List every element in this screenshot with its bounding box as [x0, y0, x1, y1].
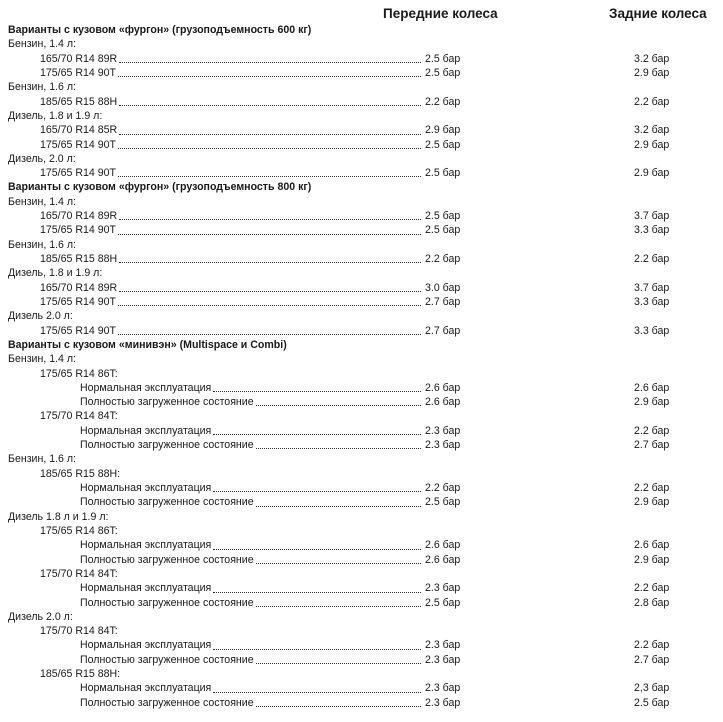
dot-leader: [254, 553, 423, 567]
rear-pressure: 2.6 бар: [634, 539, 670, 552]
front-pressure: 3.0 бар: [425, 281, 461, 294]
dot-leader: [211, 424, 423, 438]
tyre-size-row: [0, 295, 723, 309]
load-condition-row: [0, 381, 723, 395]
front-wheels-header: Передние колеса: [383, 6, 498, 21]
rear-pressure: 3.2 бар: [634, 52, 670, 65]
rear-pressure: 2,3 бар: [634, 682, 670, 695]
row-label: Бензин, 1.6 л:: [8, 238, 77, 251]
rear-pressure: 3.3 бар: [634, 295, 670, 308]
rear-pressure: 2.2 бар: [634, 639, 670, 652]
load-condition-row: [0, 495, 723, 509]
tyre-size-label: [0, 667, 723, 681]
row-label: 185/65 R15 88H: [40, 253, 118, 265]
tyre-size-row: [0, 324, 723, 338]
rear-pressure: 2.5 бар: [634, 696, 670, 709]
engine-group-label: [0, 195, 723, 209]
dot-leader: [116, 223, 423, 237]
row-label: 175/65 R14 90T: [40, 224, 116, 237]
load-condition-row: [0, 538, 723, 552]
row-label: Варианты с кузовом «фургон» (грузоподъемность 800 кг): [8, 181, 312, 194]
dot-leader: [117, 52, 423, 66]
front-pressure: 2.6 бар: [425, 381, 461, 394]
rear-pressure: 2.7 бар: [634, 439, 670, 452]
tyre-pressure-table: [0, 23, 723, 710]
engine-group-label: [0, 109, 723, 123]
front-pressure: 2.3 бар: [425, 439, 461, 452]
engine-group-label: [0, 266, 723, 280]
engine-group-label: [0, 452, 723, 466]
row-label: 175/65 R14 90T: [40, 295, 116, 308]
rear-pressure: 2.9 бар: [634, 553, 670, 566]
row-label: 175/65 R14 90T: [40, 167, 116, 180]
front-pressure: 2.6 бар: [425, 553, 461, 566]
row-label: 175/65 R14 86T:: [40, 524, 118, 537]
row-label: Нормальная эксплуатация: [80, 381, 212, 394]
row-label: 175/70 R14 84T:: [40, 625, 118, 638]
load-condition-row: [0, 481, 723, 495]
load-condition-row: [0, 395, 723, 409]
engine-group-label: [0, 238, 723, 252]
rear-pressure: 2.9 бар: [634, 396, 670, 409]
row-label: Полностью загруженное состояние: [80, 596, 254, 609]
front-pressure: 2.3 бар: [425, 653, 461, 666]
tyre-size-row: [0, 166, 723, 180]
load-condition-row: [0, 553, 723, 567]
row-label: Дизель 1.8 л и 1.9 л:: [8, 510, 109, 523]
engine-group-label: [0, 510, 723, 524]
row-label: 165/70 R14 85R: [40, 124, 118, 137]
row-label: 175/70 R14 84T:: [40, 567, 118, 580]
row-label: Нормальная эксплуатация: [80, 582, 212, 595]
row-label: Дизель 2.0 л:: [8, 610, 73, 623]
front-pressure: 2.3 бар: [425, 696, 461, 709]
front-pressure: 2.5 бар: [425, 138, 461, 151]
front-pressure: 2.2 бар: [425, 482, 461, 494]
rear-pressure: 3.2 бар: [634, 124, 670, 137]
tyre-size-row: [0, 95, 723, 109]
row-label: Бензин, 1.6 л:: [8, 453, 77, 466]
dot-leader: [116, 166, 423, 180]
row-label: 175/65 R14 90T: [40, 66, 116, 79]
load-condition-row: [0, 653, 723, 667]
row-label: Бензин, 1.4 л:: [8, 38, 77, 51]
front-pressure: 2.5 бар: [425, 596, 461, 609]
row-label: Полностью загруженное состояние: [80, 696, 254, 709]
dot-leader: [211, 581, 423, 595]
load-condition-row: [0, 681, 723, 695]
dot-leader: [211, 681, 423, 695]
engine-group-label: [0, 610, 723, 624]
row-label: Варианты с кузовом «фургон» (грузоподъемность 600 кг): [8, 24, 312, 36]
rear-pressure: 2.2 бар: [634, 253, 670, 265]
row-label: Полностью загруженное состояние: [80, 653, 254, 666]
engine-group-label: [0, 309, 723, 323]
dot-leader: [117, 281, 423, 295]
tyre-size-label: [0, 624, 723, 638]
rear-pressure: 2.6 бар: [634, 381, 670, 394]
load-condition-row: [0, 438, 723, 452]
tyre-size-row: [0, 223, 723, 237]
rear-pressure: 2.2 бар: [634, 482, 670, 494]
load-condition-row: [0, 596, 723, 610]
front-pressure: 2.9 бар: [425, 124, 461, 137]
rear-pressure: 2.7 бар: [634, 653, 670, 666]
engine-group-label: [0, 37, 723, 51]
row-label: 175/70 R14 84T:: [40, 410, 118, 423]
front-pressure: 2.3 бар: [425, 639, 461, 652]
row-label: Полностью загруженное состояние: [80, 439, 254, 452]
rear-pressure: 2.9 бар: [634, 138, 670, 151]
dot-leader: [116, 295, 423, 309]
dot-leader: [117, 95, 423, 109]
front-pressure: 2.5 бар: [425, 496, 461, 509]
row-label: Дизель 2.0 л:: [8, 310, 73, 323]
rear-pressure: 2.9 бар: [634, 167, 670, 180]
dot-leader: [211, 381, 423, 395]
load-condition-row: [0, 424, 723, 438]
row-label: Нормальная эксплуатация: [80, 682, 212, 695]
rear-pressure: 2.9 бар: [634, 66, 670, 79]
row-label: Полностью загруженное состояние: [80, 553, 254, 566]
dot-leader: [117, 252, 423, 266]
dot-leader: [117, 123, 423, 137]
row-label: Дизель, 2.0 л:: [8, 152, 76, 165]
row-label: Дизель, 1.8 и 1.9 л:: [8, 109, 103, 122]
tyre-size-row: [0, 66, 723, 80]
rear-wheels-header: Задние колеса: [609, 6, 707, 21]
row-label: Нормальная эксплуатация: [80, 424, 212, 437]
row-label: 165/70 R14 89R: [40, 281, 118, 294]
rear-pressure: 3.3 бар: [634, 224, 670, 237]
section-heading: [0, 338, 723, 352]
dot-leader: [254, 438, 423, 452]
rear-pressure: 2.8 бар: [634, 596, 670, 609]
dot-leader: [116, 66, 423, 80]
dot-leader: [254, 395, 423, 409]
front-pressure: 2.5 бар: [425, 210, 461, 223]
rear-pressure: 2.2 бар: [634, 424, 670, 437]
tyre-size-row: [0, 281, 723, 295]
load-condition-row: [0, 696, 723, 710]
dot-leader: [254, 653, 423, 667]
engine-group-label: [0, 80, 723, 94]
tyre-size-label: [0, 467, 723, 481]
row-label: 165/70 R14 89R: [40, 210, 118, 223]
dot-leader: [254, 696, 423, 710]
front-pressure: 2.6 бар: [425, 396, 461, 409]
row-label: 185/65 R15 88H:: [40, 668, 121, 681]
front-pressure: 2.3 бар: [425, 582, 461, 595]
tyre-size-row: [0, 209, 723, 223]
row-label: Бензин, 1.6 л:: [8, 81, 77, 94]
tyre-size-label: [0, 524, 723, 538]
row-label: Дизель, 1.8 и 1.9 л:: [8, 267, 103, 280]
engine-group-label: [0, 152, 723, 166]
dot-leader: [211, 638, 423, 652]
row-label: Бензин, 1.4 л:: [8, 353, 77, 366]
rear-pressure: 2.2 бар: [634, 582, 670, 595]
row-label: 175/65 R14 90T: [40, 138, 116, 151]
front-pressure: 2.5 бар: [425, 224, 461, 237]
front-pressure: 2.7 бар: [425, 324, 461, 337]
load-condition-row: [0, 638, 723, 652]
front-pressure: 2.3 бар: [425, 682, 461, 695]
front-pressure: 2.3 бар: [425, 424, 461, 437]
row-label: Нормальная эксплуатация: [80, 539, 212, 552]
rear-pressure: 3.3 бар: [634, 324, 670, 337]
section-heading: [0, 180, 723, 194]
dot-leader: [211, 481, 423, 495]
tyre-size-row: [0, 52, 723, 66]
front-pressure: 2.2 бар: [425, 253, 461, 265]
load-condition-row: [0, 581, 723, 595]
row-label: Полностью загруженное состояние: [80, 496, 254, 509]
front-pressure: 2.7 бар: [425, 295, 461, 308]
front-pressure: 2.5 бар: [425, 66, 461, 79]
tyre-size-row: [0, 138, 723, 152]
tyre-size-label: [0, 367, 723, 381]
dot-leader: [254, 596, 423, 610]
section-heading: [0, 23, 723, 37]
dot-leader: [116, 324, 423, 338]
front-pressure: 2.2 бар: [425, 95, 461, 108]
engine-group-label: [0, 352, 723, 366]
row-label: 185/65 R15 88H:: [40, 467, 121, 480]
front-pressure: 2.5 бар: [425, 52, 461, 65]
row-label: Бензин, 1.4 л:: [8, 195, 77, 208]
rear-pressure: 3.7 бар: [634, 281, 670, 294]
rear-pressure: 2.9 бар: [634, 496, 670, 509]
dot-leader: [116, 138, 423, 152]
dot-leader: [254, 495, 423, 509]
row-label: 185/65 R15 88H: [40, 95, 118, 108]
row-label: Полностью загруженное состояние: [80, 396, 254, 409]
tyre-size-row: [0, 252, 723, 266]
rear-pressure: 2.2 бар: [634, 95, 670, 108]
tyre-size-label: [0, 567, 723, 581]
dot-leader: [211, 538, 423, 552]
front-pressure: 2.6 бар: [425, 539, 461, 552]
row-label: Нормальная эксплуатация: [80, 482, 212, 494]
dot-leader: [117, 209, 423, 223]
tyre-size-row: [0, 123, 723, 137]
tyre-size-label: [0, 409, 723, 423]
row-label: 165/70 R14 89R: [40, 52, 118, 65]
front-pressure: 2.5 бар: [425, 167, 461, 180]
row-label: 175/65 R14 90T: [40, 324, 116, 337]
row-label: 175/65 R14 86T:: [40, 367, 118, 380]
rear-pressure: 3.7 бар: [634, 210, 670, 223]
row-label: Нормальная эксплуатация: [80, 639, 212, 652]
row-label: Варианты с кузовом «минивэн» (Multispace и Combi): [8, 338, 287, 351]
